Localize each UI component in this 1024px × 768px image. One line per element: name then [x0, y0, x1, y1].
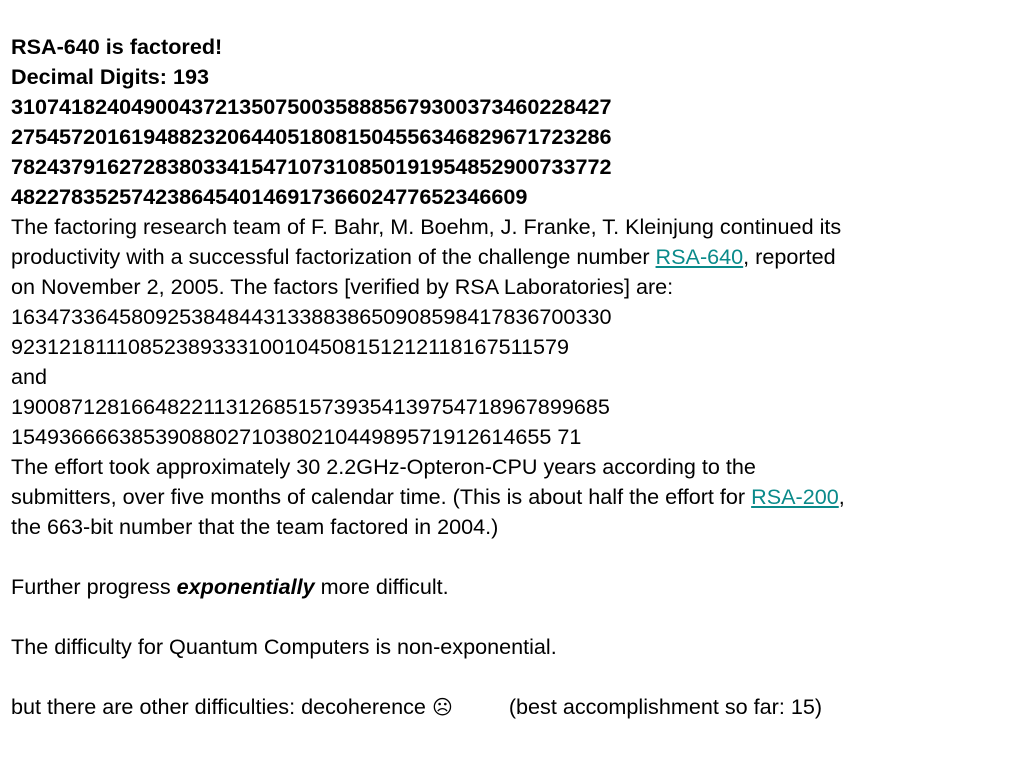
rsa-number-line: 78243791627283803341547107310850191954852900733772 [11, 154, 612, 179]
paragraph-line: on November 2, 2005. The factors [verified by RSA Laboratories] are: [11, 274, 674, 299]
rsa-number-line: 31074182404900437213507500358885679300373460228427 [11, 94, 612, 119]
progress-line [11, 572, 1016, 602]
spacer [11, 662, 1016, 692]
paragraph-text: submitters, over five months of calendar time. (This is about half the effort for [11, 484, 752, 509]
frowning-face-icon: ☹ [431, 695, 453, 719]
rsa-200-link[interactable]: RSA-200 [751, 484, 839, 509]
paragraph-line: the 663-bit number that the team factored in 2004.) [11, 514, 499, 539]
paragraph-line [11, 242, 1016, 272]
progress-text: Further progress [11, 574, 177, 599]
digits-label: Decimal Digits: 193 [11, 64, 210, 89]
progress-text: more difficult. [314, 574, 449, 599]
accomplishment-text: (best accomplishment so far: 15) [508, 694, 823, 719]
factor-one-line: 92312181110852389333100104508151212118167511579 [11, 334, 570, 359]
progress-emphasis: exponentially [176, 574, 315, 599]
paragraph-text: , reported [743, 244, 836, 269]
paragraph-line: The factoring research team of F. Bahr, M. Boehm, J. Franke, T. Kleinjung continued its [11, 214, 842, 239]
slide-body [11, 32, 1016, 722]
paragraph-line [11, 482, 1016, 512]
spacer [11, 542, 1016, 572]
decoherence-text: but there are other difficulties: decoherence [11, 694, 432, 719]
quantum-line: The difficulty for Quantum Computers is non-exponential. [11, 634, 557, 659]
decoherence-line [11, 692, 1016, 722]
rsa-640-link[interactable]: RSA-640 [655, 244, 744, 269]
factor-two-line: 19008712816648221131268515739354139754718967899685 [11, 394, 610, 419]
slide-title: RSA-640 is factored! [11, 34, 223, 59]
rsa-number-line: 27545720161948823206440518081504556346829671723286 [11, 124, 612, 149]
paragraph-text: , [838, 484, 845, 509]
paragraph-text: productivity with a successful factorization of the challenge number [11, 244, 656, 269]
paragraph-line: The effort took approximately 30 2.2GHz-Opteron-CPU years according to the [11, 454, 756, 479]
factor-two-line: 154936666385390880271038021044989571912614655 71 [11, 424, 582, 449]
spacer [11, 602, 1016, 632]
and-text: and [11, 364, 48, 389]
rsa-number-line: 4822783525742386454014691736602477652346609 [11, 184, 528, 209]
factor-one-line: 16347336458092538484431338838650908598417836700330 [11, 304, 612, 329]
